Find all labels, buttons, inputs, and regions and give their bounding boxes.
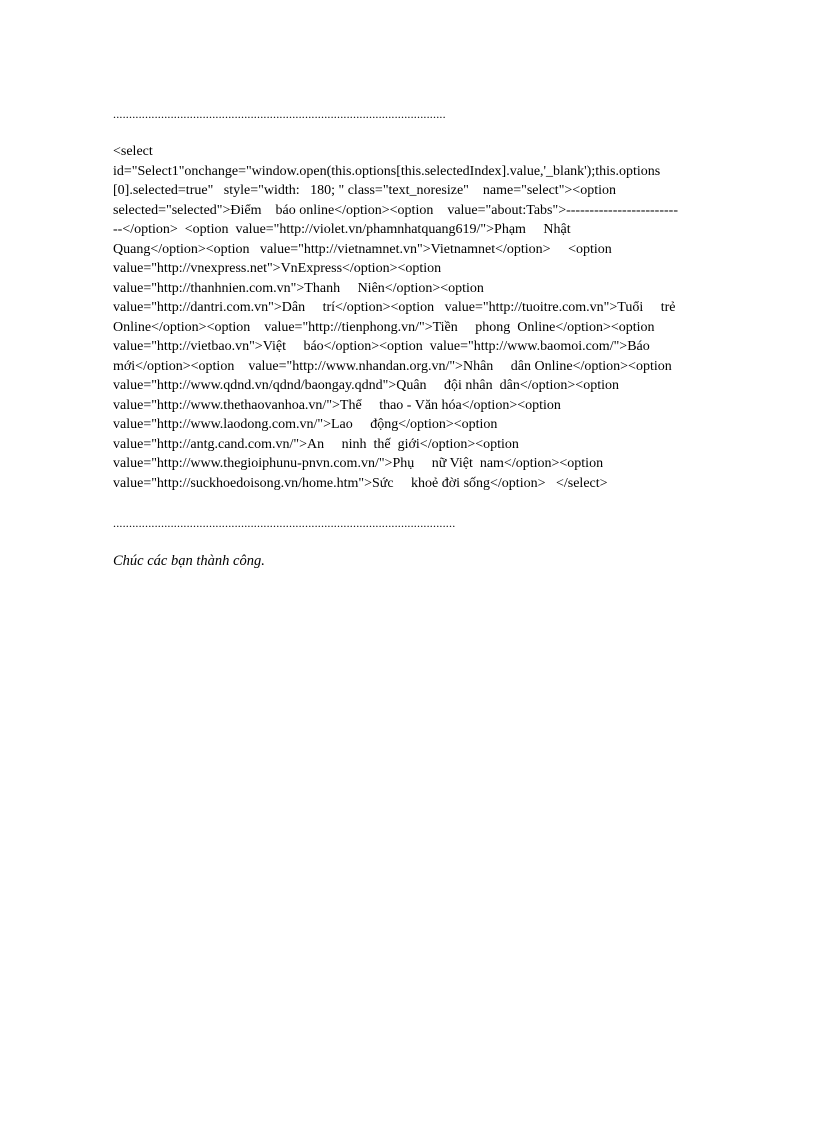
code-line: value="http://vietbao.vn">Việt báo</option><option value="http://www.baomoi.com/">Báo [113, 339, 650, 354]
code-line: Online</option><option value="http://tienphong.vn/">Tiền phong Online</option><option [113, 319, 655, 335]
code-line: --</option> <option value="http://violet.vn/phamnhatquang619/">Phạm Nhật [113, 222, 571, 237]
code-line: value="http://www.qdnd.vn/qdnd/baongay.qdnd">Quân đội nhân dân</option><option [113, 378, 619, 393]
code-line: value="http://www.thegioiphunu-pnvn.com.vn/">Phụ nữ Việt nam</option><option [113, 456, 604, 471]
code-line: value="http://www.thethaovanhoa.vn/">Thể thao - Văn hóa</option><option [113, 397, 561, 413]
code-line: <select [113, 144, 153, 159]
dotted-separator-top: ........................................................................................................ [113, 107, 446, 121]
code-line: value="http://www.laodong.com.vn/">Lao động</option><option [113, 417, 498, 432]
code-block [113, 142, 738, 493]
code-line: value="http://suckhoedoisong.vn/home.htm">Sức khoẻ đời sống</option> </select> [113, 475, 608, 491]
dotted-separator-bottom: ........................................................................................................... [113, 516, 456, 530]
closing-message: Chúc các bạn thành công. [113, 553, 265, 569]
code-line: id="Select1"onchange="window.open(this.options[this.selectedIndex].value,'_blank');this.options [113, 163, 661, 179]
code-line: mới</option><option value="http://www.nhandan.org.vn/">Nhân dân Online</option><option [113, 358, 672, 374]
code-line: selected="selected">Điểm báo online</option><option value="about:Tabs">------------------------ [113, 202, 678, 218]
code-line: value="http://dantri.com.vn">Dân trí</option><option value="http://tuoitre.com.vn">Tuổi trẻ [113, 300, 676, 315]
code-line: [0].selected=true" style="width: 180; " class="text_noresize" name="select"><option [113, 183, 616, 198]
code-line: value="http://thanhnien.com.vn">Thanh Niên</option><option [113, 280, 484, 296]
code-line: value="http://vnexpress.net">VnExpress</option><option [113, 261, 442, 276]
code-line: value="http://antg.cand.com.vn/">An ninh thế giới</option><option [113, 436, 519, 452]
code-line: Quang</option><option value="http://vietnamnet.vn">Vietnamnet</option> <option [113, 241, 612, 257]
